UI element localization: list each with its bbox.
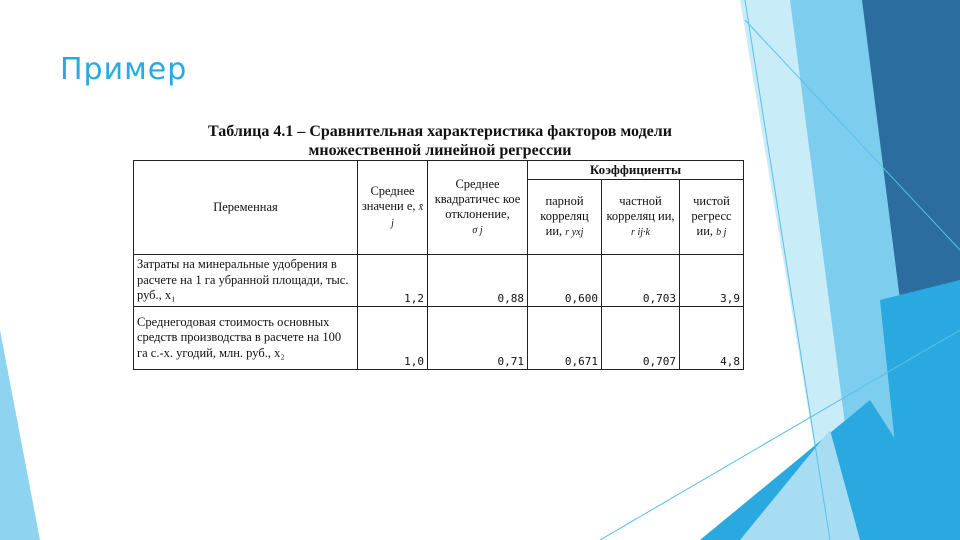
table-caption — [140, 122, 740, 160]
header-net-label: чистой регресс ии, — [691, 194, 732, 238]
row-2-net: 4,8 — [680, 307, 744, 370]
row-2-variable: Среднегодовая стоимость основных средств производства в расчете на 100 га с.-х. угодий, млн. руб., x₂ — [134, 307, 358, 370]
header-pair-symbol: r yxj — [565, 227, 584, 238]
header-partial — [602, 180, 680, 255]
header-pair-label: парной корреляц ии, — [540, 194, 589, 238]
header-mean — [358, 161, 428, 255]
row-2-std: 0,71 — [428, 307, 528, 370]
header-mean-symbol: x̄ j — [391, 202, 424, 229]
table-row — [134, 307, 744, 370]
row-1-mean: 1,2 — [358, 255, 428, 307]
deco-light-triangle-bottom-left — [0, 330, 40, 540]
header-net-symbol: b j — [716, 227, 727, 238]
table-row — [134, 255, 744, 307]
row-1-std: 0,88 — [428, 255, 528, 307]
table-caption-line-2: множественной линейной регрессии — [308, 142, 572, 159]
header-mean-label: Среднее значени е, — [361, 184, 416, 213]
header-coefficients: Коэффициенты — [528, 161, 744, 180]
row-1-pair: 0,600 — [528, 255, 602, 307]
header-partial-symbol: r ij·k — [631, 227, 650, 238]
row-2-pair: 0,671 — [528, 307, 602, 370]
header-partial-label: частной корреляц ии, — [606, 194, 675, 223]
header-pair — [528, 180, 602, 255]
row-2-partial: 0,707 — [602, 307, 680, 370]
header-std — [428, 161, 528, 255]
header-std-symbol: σ j — [472, 225, 483, 236]
comparison-table — [133, 160, 744, 370]
header-net — [680, 180, 744, 255]
row-1-net: 3,9 — [680, 255, 744, 307]
row-1-partial: 0,703 — [602, 255, 680, 307]
row-2-mean: 1,0 — [358, 307, 428, 370]
slide-title: Пример — [60, 52, 188, 87]
header-std-label: Среднее квадратичес кое отклонение, — [434, 177, 521, 221]
table-caption-line-1: Таблица 4.1 – Сравнительная характеристика факторов модели — [208, 123, 672, 140]
row-1-variable: Затраты на минеральные удобрения в расчете на 1 га убранной площади, тыс. руб., x₁ — [134, 255, 358, 307]
header-variable: Переменная — [134, 161, 358, 255]
